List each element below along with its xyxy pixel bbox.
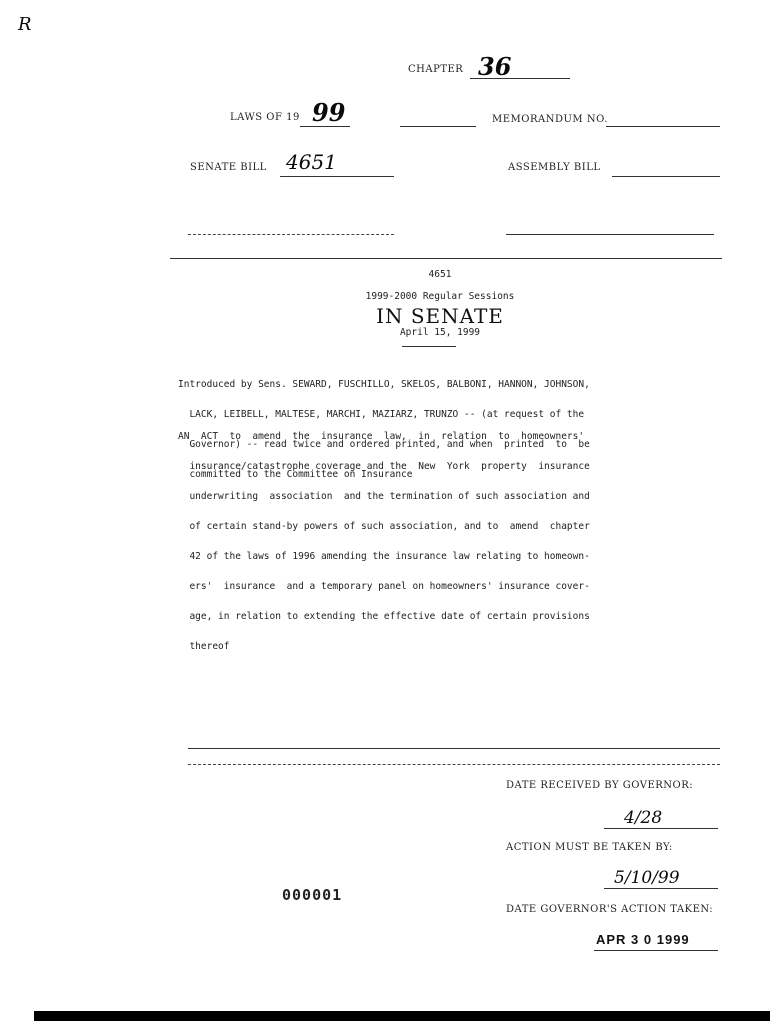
received-label: DATE RECEIVED BY GOVERNOR:: [506, 780, 694, 791]
act-line: age, in relation to extending the effective date of certain provisions: [178, 611, 590, 622]
received-date: 4/28: [624, 808, 663, 828]
introduced-line: Governor) -- read twice and ordered printed, and when printed to be: [178, 439, 590, 450]
act-line: AN ACT to amend the insurance law, in relation to homeowners': [178, 431, 585, 442]
introduced-line: Introduced by Sens. SEWARD, FUSCHILLO, SKELOS, BALBONI, HANNON, JOHNSON,: [178, 379, 590, 390]
date-rule: [402, 346, 456, 347]
house-title: IN SENATE: [376, 304, 504, 328]
blank-line-2: [506, 234, 714, 235]
senate-bill-label: SENATE BILL: [190, 162, 267, 173]
chapter-number: 36: [478, 52, 512, 81]
bill-date: April 15, 1999: [399, 327, 481, 338]
laws-label: LAWS OF 19: [230, 112, 300, 123]
chapter-underline: [470, 78, 570, 79]
act-line: thereof: [178, 641, 230, 652]
action-by-label: ACTION MUST BE TAKEN BY:: [506, 842, 673, 853]
assembly-bill-underline: [612, 176, 720, 177]
act-line: underwriting association and the termination of such association and: [178, 491, 590, 502]
act-line: of certain stand-by powers of such association, and to amend chapter: [178, 521, 590, 532]
action-taken-label: DATE GOVERNOR'S ACTION TAKEN:: [506, 904, 714, 915]
senate-bill-underline: [280, 176, 394, 177]
action-by-date: 5/10/99: [614, 868, 680, 888]
act-line: insurance/catastrophe coverage and the New York property insurance: [178, 461, 590, 472]
action-taken-stamp: APR 3 0 1999: [596, 932, 690, 947]
action-taken-underline: [594, 950, 718, 951]
received-underline: [604, 828, 718, 829]
act-block: [178, 409, 590, 662]
assembly-bill-label: ASSEMBLY BILL: [508, 162, 601, 173]
introduced-line: committed to the Committee on Insurance: [178, 469, 413, 480]
separator-line: [170, 258, 722, 259]
memorandum-label: MEMORANDUM NO.: [492, 114, 608, 125]
laws-underline: [300, 126, 350, 127]
laws-extra-line: [400, 126, 476, 127]
lower-line-1: [188, 748, 720, 749]
act-line: ers' insurance and a temporary panel on homeowners' insurance cover-: [178, 581, 590, 592]
corner-mark: R: [18, 14, 32, 35]
memorandum-underline: [606, 126, 720, 127]
act-line: 42 of the laws of 1996 amending the insurance law relating to homeown-: [178, 551, 590, 562]
page-number: 000001: [282, 886, 343, 904]
action-by-underline: [604, 888, 718, 889]
lower-line-2: [188, 764, 720, 765]
senate-bill-number: 4651: [286, 150, 337, 174]
blank-line-1: [188, 234, 394, 235]
bill-number: 4651: [428, 269, 452, 280]
session-line: 1999-2000 Regular Sessions: [365, 291, 515, 302]
introduced-line: LACK, LEIBELL, MALTESE, MARCHI, MAZIARZ, TRUNZO -- (at request of the: [178, 409, 585, 420]
laws-year: 99: [312, 98, 346, 127]
scan-bottom-bar: [34, 1011, 770, 1021]
chapter-label: CHAPTER: [408, 64, 464, 75]
